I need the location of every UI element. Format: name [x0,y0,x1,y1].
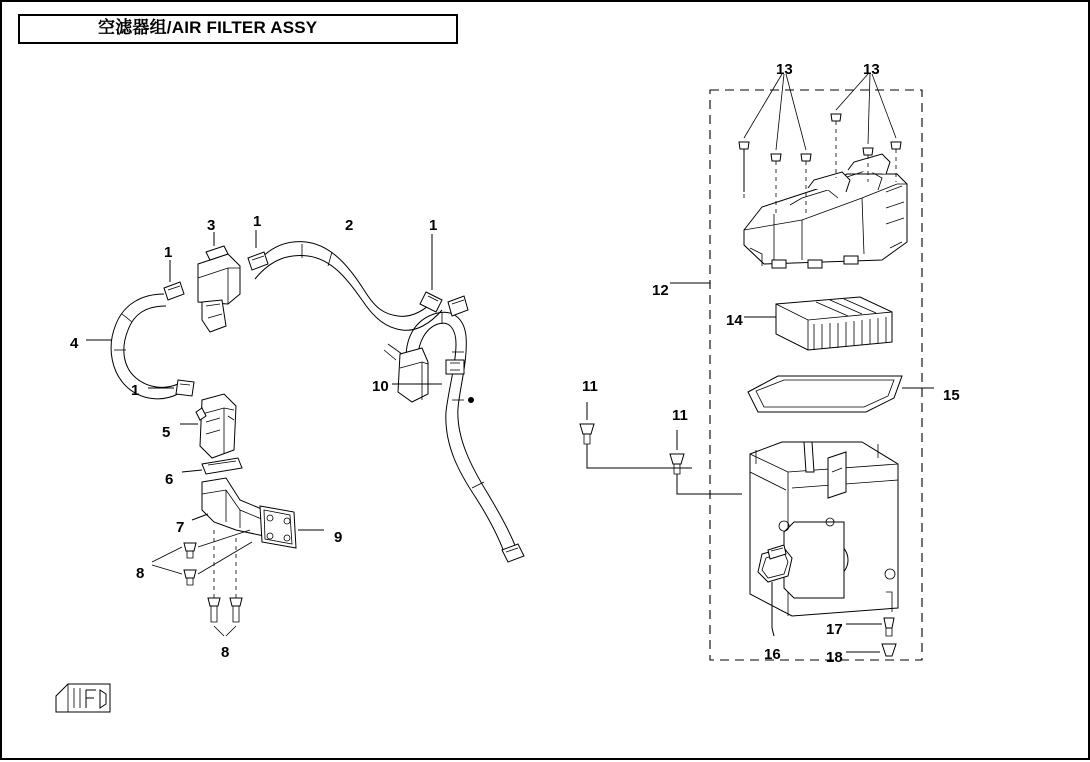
page-title: 空滤器组/AIR FILTER ASSY [98,18,318,37]
callout-8-b: 8 [221,644,230,661]
callout-1-d: 1 [131,382,140,399]
breather-hose-2 [255,242,442,331]
callout-1-c: 1 [429,217,438,234]
breather-hose-4 [111,294,178,399]
callout-17: 17 [826,621,843,638]
callout-leader-13-right [836,74,896,144]
callout-13-b: 13 [863,61,880,78]
callout-4: 4 [70,335,79,352]
bolts-8-upper [152,530,252,585]
callout-1-a: 1 [164,244,173,261]
hose-clamp-1-b [248,230,268,270]
callout-2: 2 [345,217,354,234]
gasket-6 [182,458,242,474]
callout-15: 15 [943,387,960,404]
callout-13-a: 13 [776,61,793,78]
airbox-intake-port [784,522,848,598]
hose-clamp-1-a [164,260,184,300]
airbox-upper-cover [744,154,907,268]
callout-3: 3 [207,217,216,234]
breather-hose-10 [384,296,524,562]
hose-clamp-1-c [420,234,442,312]
one-way-valve-3 [198,232,240,332]
flange-9 [260,506,324,548]
forward-direction-arrow [54,682,114,720]
callout-18: 18 [826,649,843,666]
callout-16: 16 [764,646,781,663]
hose-clamp-1-d [148,380,194,396]
callout-1-b: 1 [253,213,262,230]
callout-9: 9 [334,529,343,546]
callout-12: 12 [652,282,669,299]
callout-6: 6 [165,471,174,488]
callout-14: 14 [726,312,743,329]
airbox-seal-gasket [748,376,902,412]
bolts-8-lower [208,530,242,636]
callout-5: 5 [162,424,171,441]
drain-plug-18 [846,644,896,656]
callout-11-a: 11 [582,378,598,395]
drain-plug-17 [846,618,894,636]
air-filter-element [776,297,892,350]
intake-manifold-7 [192,478,264,536]
callout-11-b: 11 [672,407,688,424]
airbox-screw-11-b [670,430,742,494]
callout-8-a: 8 [136,565,145,582]
component-5 [180,394,236,458]
parts-illustration [2,2,1090,762]
callout-leader-13-left [744,74,806,150]
callout-10: 10 [372,378,389,395]
callout-7: 7 [176,519,185,536]
